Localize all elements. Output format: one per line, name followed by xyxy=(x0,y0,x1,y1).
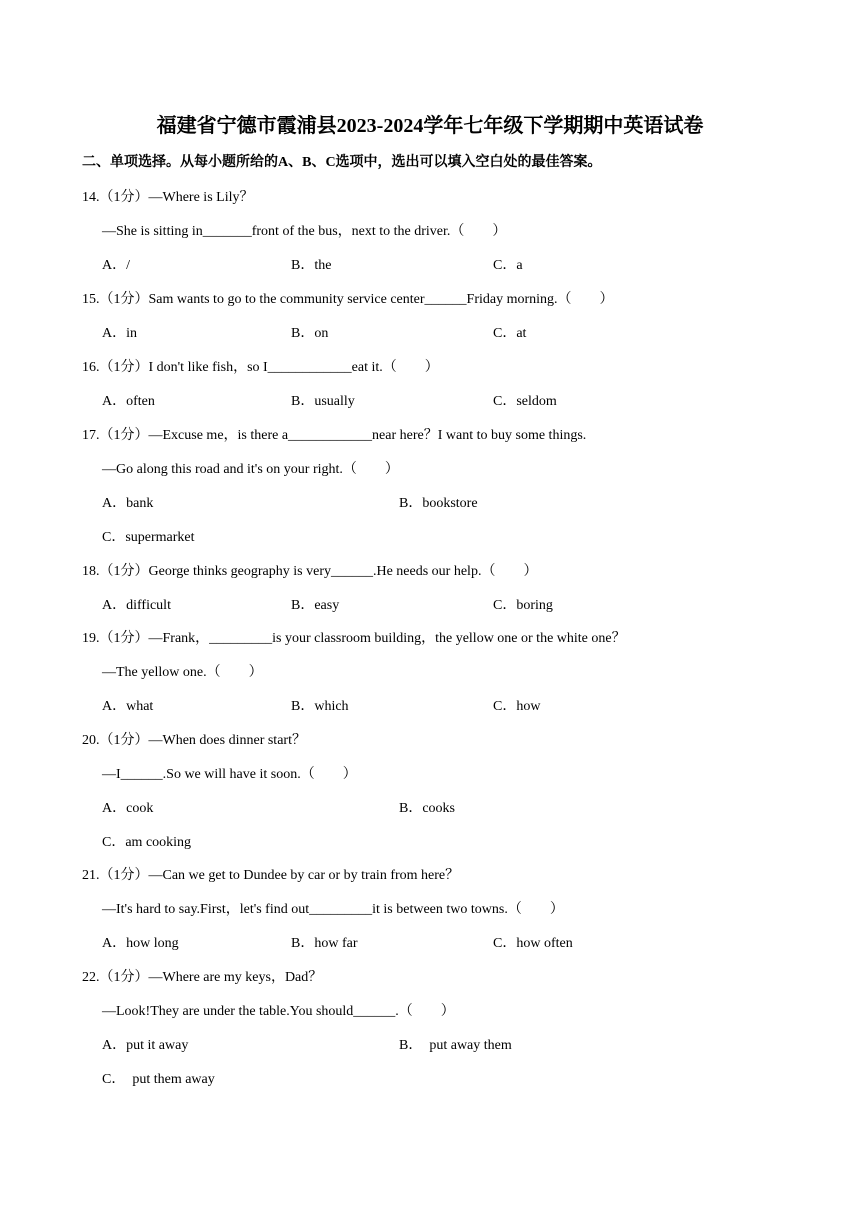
question-19-stem: 19.（1分）—Frank，_________is your classroom building，the yellow one or the white one？ xyxy=(82,631,626,646)
question-17-option-b: B．bookstore xyxy=(399,496,478,511)
page-title: 福建省宁德市霞浦县2023-2024学年七年级下学期期中英语试卷 xyxy=(156,115,704,137)
question-15-stem: 15.（1分）Sam wants to go to the community service center______Friday morning.（ ） xyxy=(82,292,614,307)
question-22-stem: 22.（1分）—Where are my keys，Dad？ xyxy=(82,970,323,985)
question-20-option-c: C．am cooking xyxy=(102,835,192,850)
question-19-answer-line: —The yellow one.（ ） xyxy=(102,665,263,680)
question-18-option-b: B．easy xyxy=(291,598,340,613)
question-16-stem: 16.（1分）I don't like fish，so I____________eat it.（ ） xyxy=(82,360,439,375)
question-20-answer-line: —I______.So we will have it soon.（ ） xyxy=(102,767,357,782)
question-14-stem: 14.（1分）—Where is Lily？ xyxy=(82,190,254,205)
question-17-option-a: A．bank xyxy=(102,496,154,511)
question-22-option-c: C． put them away xyxy=(102,1072,215,1087)
question-20-stem: 20.（1分）—When does dinner start？ xyxy=(82,733,306,748)
section-heading: 二、单项选择。从每小题所给的A、B、C选项中，选出可以填入空白处的最佳答案。 xyxy=(82,155,602,170)
question-21-stem: 21.（1分）—Can we get to Dundee by car or by train from here？ xyxy=(82,868,460,883)
question-21-option-a: A．how long xyxy=(102,936,179,951)
question-14-answer-line: —She is sitting in_______front of the bus，next to the driver.（ ） xyxy=(102,224,507,239)
question-22-option-a: A．put it away xyxy=(102,1038,189,1053)
question-19-option-c: C．how xyxy=(493,699,541,714)
question-19-option-a: A．what xyxy=(102,699,154,714)
question-21-option-c: C．how often xyxy=(493,936,573,951)
question-15-option-a: A．in xyxy=(102,326,137,341)
question-19-option-b: B．which xyxy=(291,699,349,714)
question-20-option-a: A．cook xyxy=(102,801,154,816)
question-16-option-c: C．seldom xyxy=(493,394,557,409)
question-21-answer-line: —It's hard to say.First，let's find out_________it is between two towns.（ ） xyxy=(102,902,564,917)
question-18-stem: 18.（1分）George thinks geography is very______.He needs our help.（ ） xyxy=(82,564,538,579)
question-17-answer-line: —Go along this road and it's on your right.（ ） xyxy=(102,462,399,477)
question-16-option-b: B．usually xyxy=(291,394,355,409)
question-14-option-b: B．the xyxy=(291,258,332,273)
question-15-option-b: B．on xyxy=(291,326,329,341)
question-21-option-b: B．how far xyxy=(291,936,358,951)
question-18-option-a: A．difficult xyxy=(102,598,171,613)
question-14-option-a: A．/ xyxy=(102,258,130,273)
question-22-option-b: B． put away them xyxy=(399,1038,512,1053)
question-17-option-c: C．supermarket xyxy=(102,530,195,545)
question-17-stem: 17.（1分）—Excuse me，is there a____________near here？I want to buy some things. xyxy=(82,428,587,443)
question-20-option-b: B．cooks xyxy=(399,801,455,816)
question-14-option-c: C．a xyxy=(493,258,523,273)
question-16-option-a: A．often xyxy=(102,394,155,409)
question-22-answer-line: —Look!They are under the table.You should______.（ ） xyxy=(102,1004,455,1019)
question-18-option-c: C．boring xyxy=(493,598,553,613)
question-15-option-c: C．at xyxy=(493,326,527,341)
